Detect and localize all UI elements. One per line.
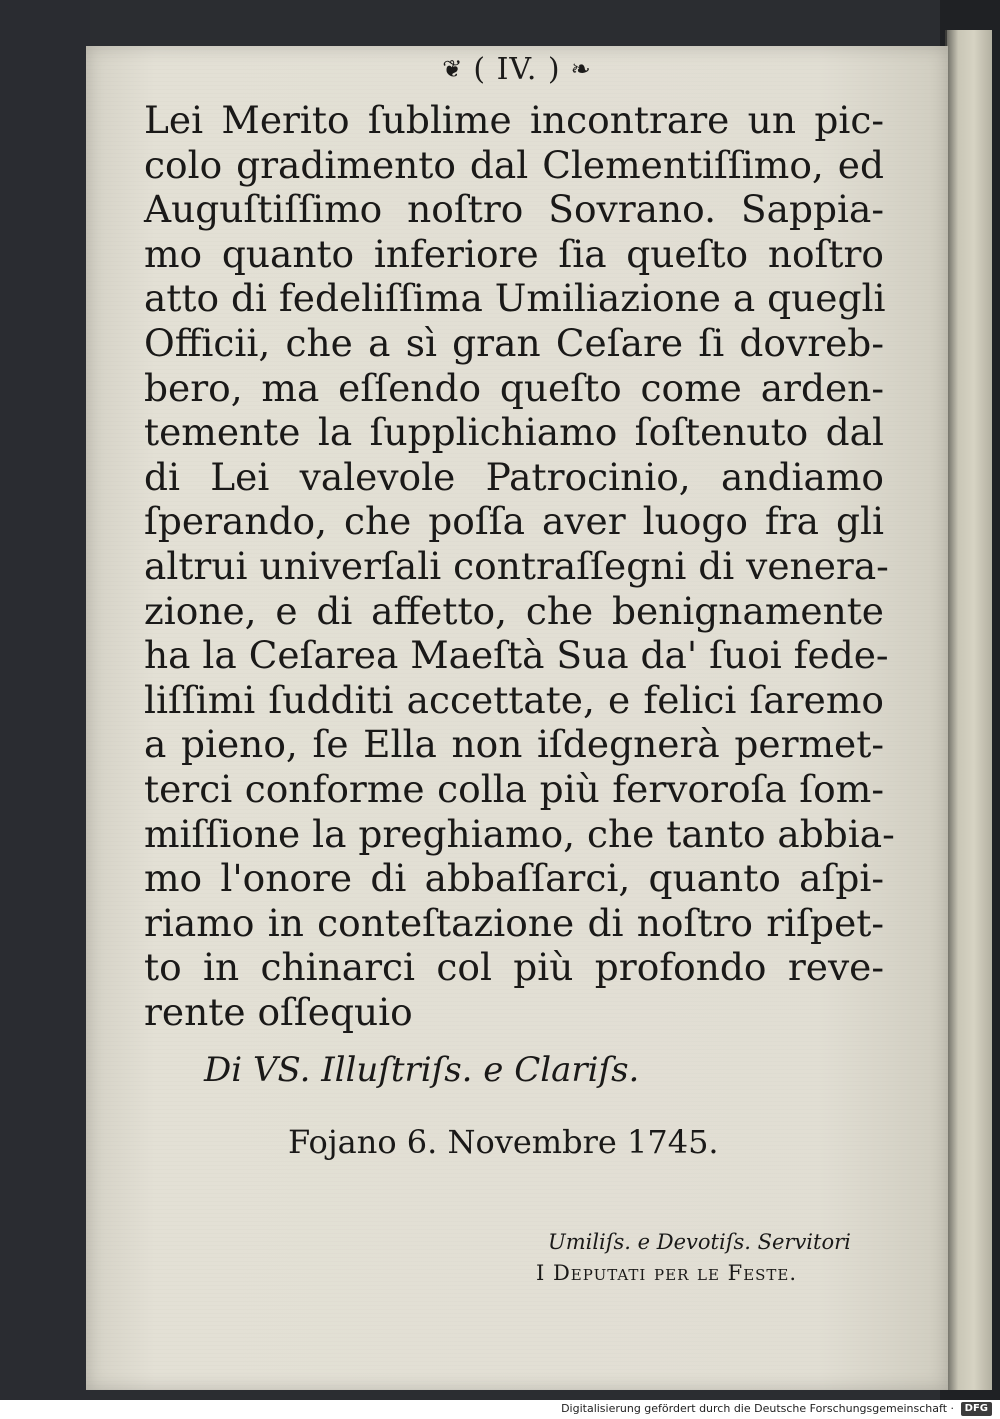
text-line: ha la Ceſarea Maeſtà Sua da' ſuoi fede- [144, 633, 889, 678]
text-line: Auguſtiſſimo noſtro Sovrano. Sappia- [144, 187, 884, 232]
text-line: ſperando, che poſſa aver luogo fra gli [144, 499, 884, 544]
text-line: altrui univerſali contraſſegni di venera- [144, 543, 889, 588]
dateline: Fojano 6. Novembre 1745. [288, 1123, 719, 1161]
text-line: liſſimi ſudditi accettate, e felici ſaremo [144, 677, 884, 722]
text-line: to in chinarci col più profondo reve- [144, 945, 884, 990]
signature-line-2: I Deputati per le Feste. [536, 1261, 798, 1285]
text-line: mo quanto inferiore ſia queſto noſtro [144, 231, 884, 276]
text-line: miſſione la preghiamo, che tanto abbia- [144, 811, 895, 856]
funding-credit: Digitalisierung gefördert durch die Deutsche Forschungsgemeinschaft · [561, 1402, 954, 1415]
text-line: a pieno, ſe Ella non iſdegnerà permet- [144, 722, 884, 767]
signature-line-1: Umiliſs. e Devotiſs. Servitori [548, 1230, 851, 1254]
page-header [86, 52, 948, 87]
text-line: rente oſſequio [144, 989, 413, 1034]
adjacent-page-edges [945, 30, 992, 1390]
text-line: riamo in conteſtazione di noſtro riſpet- [144, 900, 884, 945]
text-line: temente la ſupplichiamo ſoſtenuto dal [144, 410, 884, 455]
text-line: zione, e di affetto, che benignamente [144, 588, 884, 633]
dfg-logo-icon: DFG [961, 1402, 992, 1416]
letter-body [144, 98, 895, 1034]
text-line: atto di fedeliſſima Umiliazione a quegli [144, 276, 886, 321]
page-number: ( IV. ) [473, 52, 561, 87]
fleuron-left-icon: ❦ [442, 55, 464, 83]
text-line: terci conforme colla più fervoroſa ſom- [144, 766, 884, 811]
text-line: di Lei valevole Patrocinio, andiamo [144, 454, 884, 499]
background-left [0, 0, 90, 1400]
book-page [86, 46, 948, 1390]
text-line: bero, ma eſſendo queſto come arden- [144, 365, 884, 410]
text-line: Officii, che a sì gran Ceſare ſi dovreb- [144, 320, 884, 365]
text-line: mo l'onore di abbaſſarci, quanto aſpi- [144, 856, 884, 901]
fleuron-right-icon: ❧ [570, 55, 592, 83]
text-line: Lei Merito ſublime incontrare un pic- [144, 98, 884, 142]
text-line: colo gradimento dal Clementiſſimo, ed [144, 142, 884, 187]
salutation: Di VS. Illuſtriſs. e Clariſs. [204, 1050, 640, 1090]
